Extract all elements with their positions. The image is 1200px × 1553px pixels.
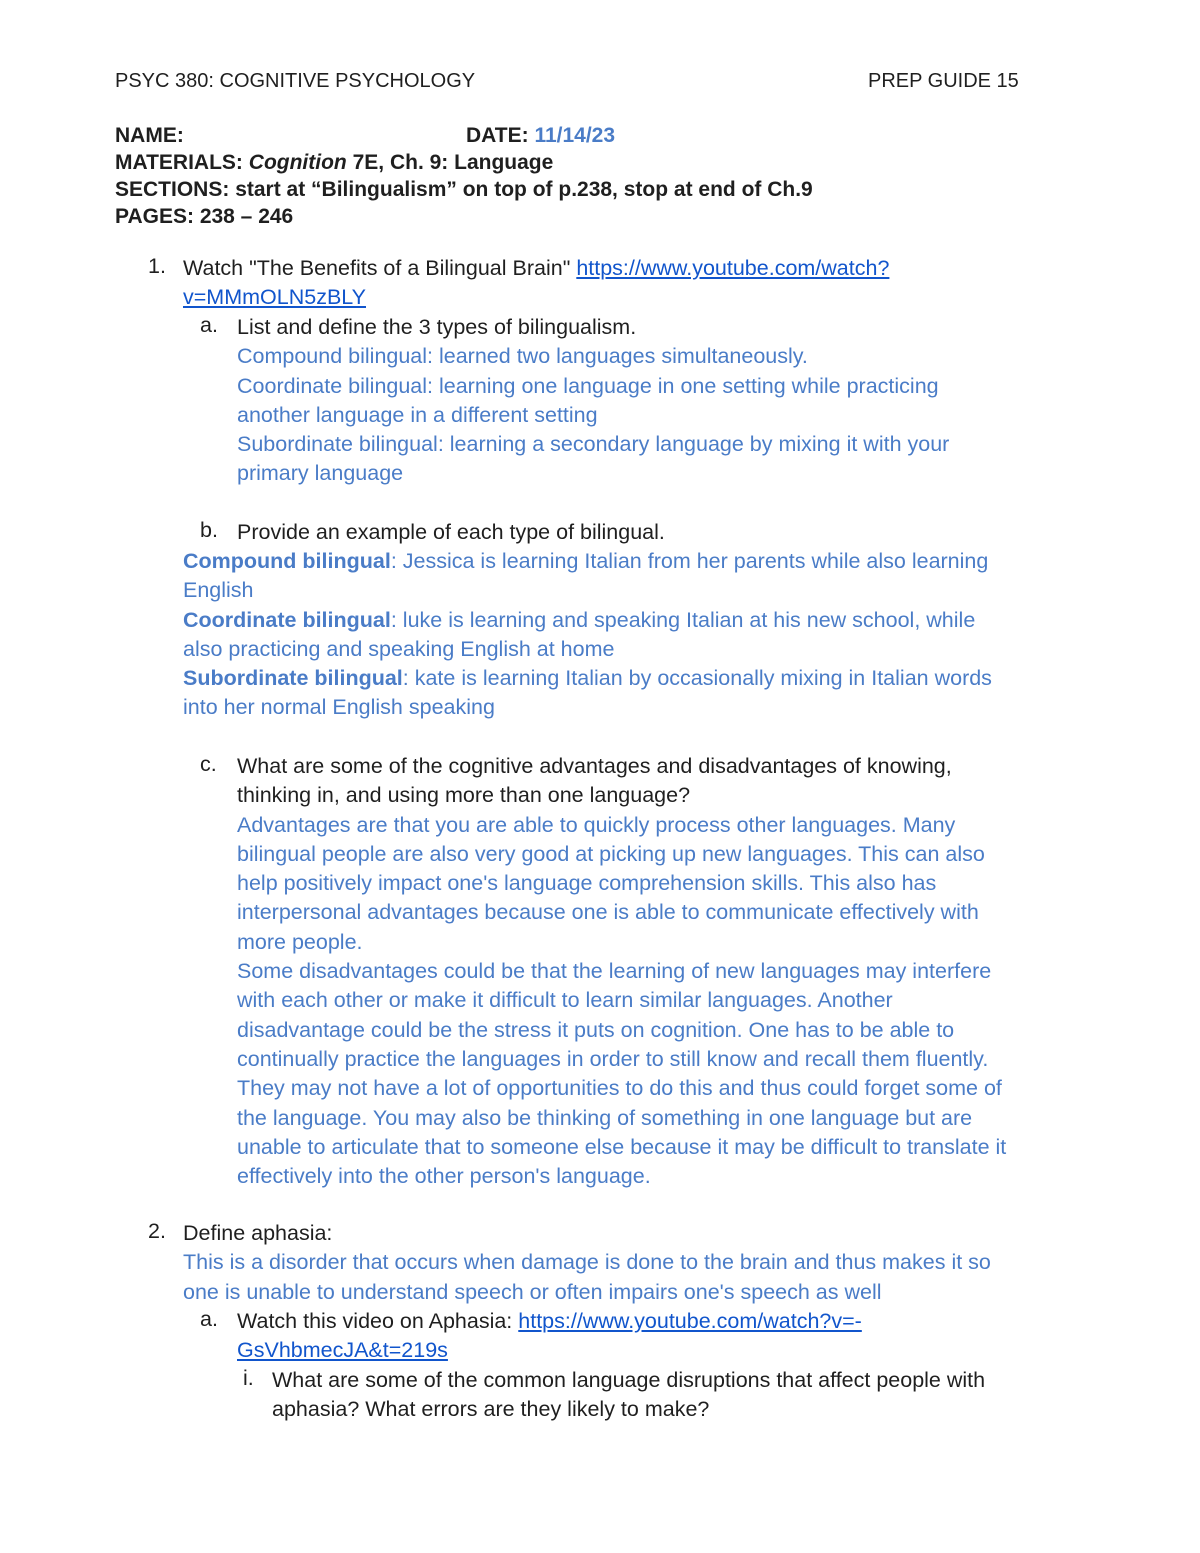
example-compound-text-cont: English [183, 578, 254, 603]
q2-block [183, 1219, 991, 1307]
q1-prompt: Watch "The Benefits of a Bilingual Brain" [183, 256, 571, 280]
pages-line [115, 203, 813, 230]
q1a-answer-line: another language in a different setting [237, 402, 598, 427]
q1c-answer-line: more people. [237, 929, 363, 954]
q1a-block [237, 313, 949, 489]
q1c-question-line: What are some of the cognitive advantages and disadvantages of knowing, [237, 754, 952, 778]
q1c-answer-line: unable to articulate that to someone else because it may be difficult to translate it [237, 1134, 1007, 1159]
q1a-question: List and define the 3 types of bilingualism. [237, 315, 637, 339]
materials-rest: 7E, Ch. 9: Language [352, 151, 554, 174]
sections-label: SECTIONS: [115, 178, 230, 201]
example-term-coordinate: Coordinate bilingual [183, 607, 391, 632]
q1c-answer-line: Advantages are that you are able to quickly process other languages. Many [237, 812, 956, 837]
q2a-number: a. [200, 1307, 218, 1331]
date-value: 11/14/23 [534, 124, 616, 147]
q1c-answer-line: bilingual people are also very good at picking up new languages. This can also [237, 841, 985, 866]
q1c-block [237, 752, 1006, 1191]
q2-answer-line: This is a disorder that occurs when damage is done to the brain and thus makes it so [183, 1250, 991, 1275]
q1c-number: c. [200, 752, 217, 776]
sections-line [115, 176, 813, 203]
q1c-question-line: thinking in, and using more than one language? [237, 783, 691, 808]
q1b-question: Provide an example of each type of bilingual. [237, 520, 665, 544]
course-title: PSYC 380: COGNITIVE PSYCHOLOGY [115, 70, 476, 92]
q2-question: Define aphasia: [183, 1221, 333, 1245]
q1-video-link[interactable]: https://www.youtube.com/watch? [576, 256, 890, 280]
pages-value: 238 – 246 [199, 205, 294, 228]
q2ai-block [272, 1366, 985, 1425]
q2a-block [237, 1307, 862, 1366]
document-meta [115, 122, 813, 230]
q1a-number: a. [200, 313, 218, 337]
q1c-answer-line: continually practice the languages in order to still know and recall them fluently. [237, 1046, 989, 1071]
example-term-compound: Compound bilingual [183, 549, 391, 573]
q1a-answer-line: Coordinate bilingual: learning one language in one setting while practicing [237, 373, 939, 398]
q1c-answer-line: with each other or make it difficult to learn similar languages. Another [237, 988, 893, 1013]
example-subordinate-text-cont: into her normal English speaking [183, 695, 495, 720]
example-coordinate-text: : luke is learning and speaking Italian at his new school, while [390, 607, 976, 632]
q2-answer-line: one is unable to understand speech or often impairs one's speech as well [183, 1279, 882, 1304]
q1-text [183, 254, 889, 313]
q1b-number: b. [200, 518, 218, 542]
q1c-answer-line: disadvantage could be the stress it puts on cognition. One has to be able to [237, 1017, 955, 1042]
materials-book: Cognition [248, 151, 347, 174]
name-label: NAME: [115, 124, 184, 147]
q1a-answer-line: primary language [237, 461, 404, 486]
q2ai-number: i. [243, 1366, 254, 1390]
example-compound-text: : Jessica is learning Italian from her parents while also learning [390, 549, 989, 573]
q1c-answer-line: help positively impact one's language comprehension skills. This also has [237, 871, 937, 896]
q2a-prompt: Watch this video on Aphasia: [237, 1309, 513, 1333]
q1c-answer-line: They may not have a lot of opportunities to do this and thus could forget some of [237, 1076, 1002, 1101]
example-subordinate-text: : kate is learning Italian by occasionally mixing in Italian words [402, 666, 992, 691]
q1c-answer-line: effectively into the other person's language. [237, 1164, 651, 1189]
q2ai-question-line: What are some of the common language disruptions that affect people with [272, 1368, 986, 1392]
q2ai-question-line: aphasia? What errors are they likely to make? [272, 1397, 710, 1422]
q2-number: 2. [148, 1219, 166, 1243]
aphasia-video-link[interactable]: https://www.youtube.com/watch?v=- [518, 1309, 862, 1333]
materials-label: MATERIALS: [115, 151, 243, 174]
q1b-examples [183, 547, 992, 723]
example-term-subordinate: Subordinate bilingual [183, 666, 403, 691]
aphasia-video-link-cont[interactable]: GsVhbmecJA&t=219s [237, 1338, 448, 1363]
date-label: DATE: [466, 124, 529, 147]
q1c-answer-line: interpersonal advantages because one is able to communicate effectively with [237, 900, 979, 925]
sections-value: start at “Bilingualism” on top of p.238, stop at end of Ch.9 [235, 178, 813, 201]
q1a-answer-line: Compound bilingual: learned two languages simultaneously. [237, 344, 808, 369]
example-coordinate-text-cont: also practicing and speaking English at home [183, 636, 615, 661]
pages-label: PAGES: [115, 205, 194, 228]
materials-line [115, 149, 813, 176]
q1-video-link-cont[interactable]: v=MMmOLN5zBLY [183, 285, 366, 310]
q1-number: 1. [148, 254, 166, 278]
date-field [466, 122, 615, 149]
q1c-answer-line: Some disadvantages could be that the learning of new languages may interfere [237, 959, 992, 984]
prep-guide-title: PREP GUIDE 15 [868, 70, 1019, 92]
q1a-answer-line: Subordinate bilingual: learning a secondary language by mixing it with your [237, 432, 950, 457]
q1c-answer-line: the language. You may also be thinking of something in one language but are [237, 1105, 973, 1130]
